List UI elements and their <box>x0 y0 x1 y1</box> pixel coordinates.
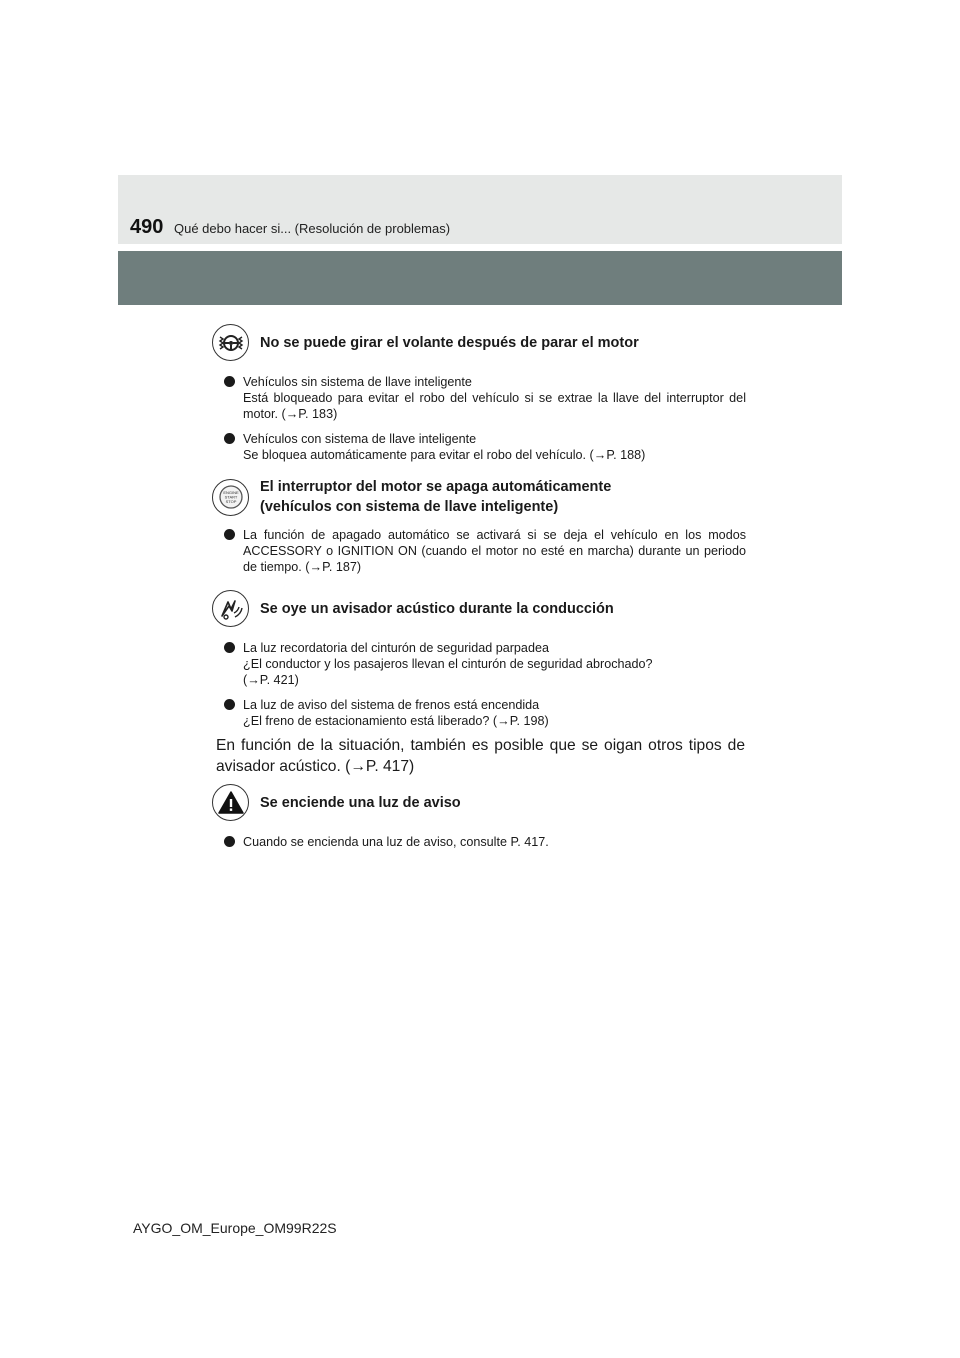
bullet-text: ¿El freno de estacionamiento está liberado? (→P. 198) <box>243 714 549 728</box>
steering-wheel-lock-icon <box>212 324 249 361</box>
list-item <box>224 697 746 729</box>
section-heading-line: El interruptor del motor se apaga automáticamente <box>260 479 612 495</box>
engine-start-stop-button-icon <box>212 479 249 516</box>
section-heading <box>260 477 611 517</box>
section-heading: No se puede girar el volante después de parar el motor <box>260 334 639 351</box>
section-heading: Se enciende una luz de aviso <box>260 794 461 811</box>
title-band <box>118 251 842 305</box>
bullet-icon <box>224 699 235 710</box>
bullet-text: Se bloquea automáticamente para evitar el robo del vehículo. (→P. 188) <box>243 448 646 462</box>
section-heading-line: (vehículos con sistema de llave inteligente) <box>260 499 559 515</box>
bullet-ref: (→P. 421) <box>243 673 299 687</box>
section-heading: Se oye un avisador acústico durante la conducción <box>260 600 614 617</box>
bullet-icon <box>224 529 235 540</box>
list-item <box>224 527 746 575</box>
bullet-text: Está bloqueado para evitar el robo del vehículo si se extrae la llave del interruptor del motor. (→P. 183) <box>243 391 746 421</box>
heading-engine-switch <box>212 477 611 517</box>
body-paragraph: En función de la situación, también es posible que se oigan otros tipos de avisador acústico. (→P. 417) <box>216 737 745 775</box>
icon-label: STOP <box>225 499 236 504</box>
page-number: 490 <box>130 216 164 238</box>
list-item <box>224 834 746 850</box>
warning-triangle-icon <box>212 784 249 821</box>
icon-label: START <box>224 494 237 500</box>
bullet-title: La luz recordatoria del cinturón de seguridad parpadea <box>243 641 549 655</box>
bullet-text: ¿El conductor y los pasajeros llevan el cinturón de seguridad abrochado? <box>243 657 653 671</box>
heading-warning-light <box>212 784 461 821</box>
heading-steering-lock <box>212 324 639 361</box>
bullet-icon <box>224 836 235 847</box>
bullet-text: Cuando se encienda una luz de aviso, consulte P. 417. <box>243 835 549 849</box>
bullet-text: La función de apagado automático se activará si se deja el vehículo en los modos ACCESSORY o IGNITION ON (cuando el motor no esté en marcha) durante un periodo de tiempo. (→P. 187) <box>243 528 746 574</box>
bullet-title: Vehículos sin sistema de llave inteligente <box>243 375 472 389</box>
list-item <box>224 431 746 463</box>
buzzer-sound-icon <box>212 590 249 627</box>
bullet-icon <box>224 433 235 444</box>
bullet-title: La luz de aviso del sistema de frenos está encendida <box>243 698 540 712</box>
icon-label: ENGINE <box>222 490 239 495</box>
list-item <box>224 374 746 422</box>
list-item <box>224 640 746 688</box>
heading-buzzer <box>212 590 614 627</box>
bullet-icon <box>224 376 235 387</box>
section-title: Qué debo hacer si... (Resolución de problemas) <box>174 221 451 236</box>
bullet-title: Vehículos con sistema de llave inteligente <box>243 432 477 446</box>
bullet-icon <box>224 642 235 653</box>
document-id: AYGO_OM_Europe_OM99R22S <box>133 1220 337 1236</box>
